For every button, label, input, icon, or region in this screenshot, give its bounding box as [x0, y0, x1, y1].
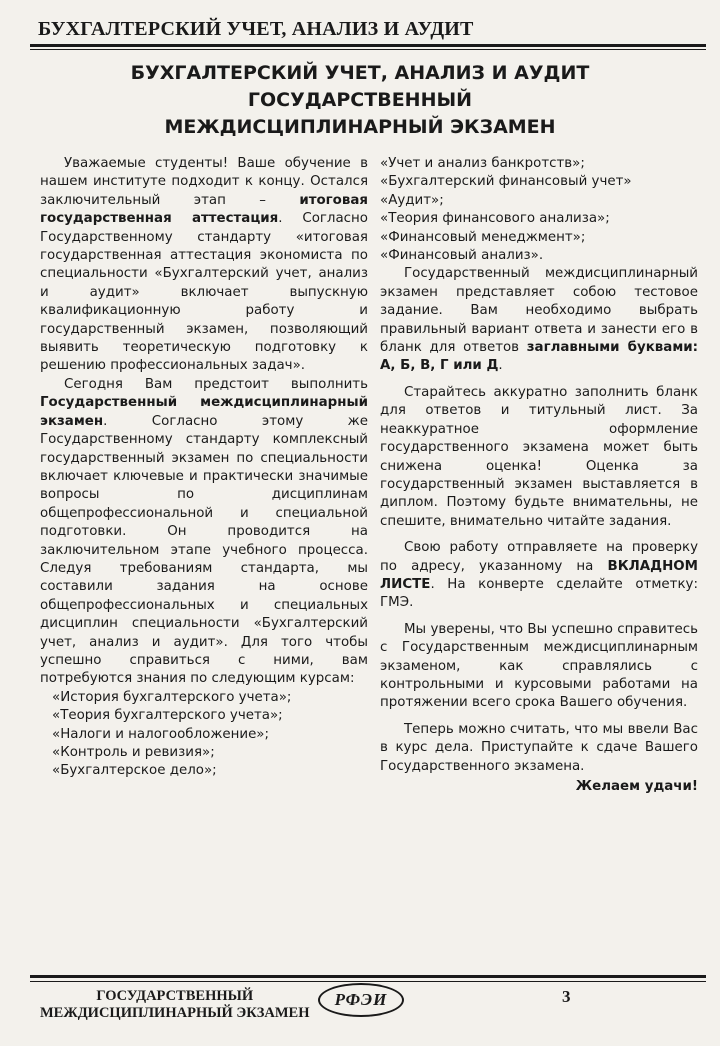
course-list-left — [40, 689, 368, 781]
text-span: . — [498, 358, 503, 374]
running-header: БУХГАЛТЕРСКИЙ УЧЕТ, АНАЛИЗ И АУДИТ — [38, 18, 474, 40]
title-line-3: МЕЖДИСЦИПЛИНАРНЫЙ ЭКЗАМЕН — [164, 116, 556, 138]
list-item: «Теория финансового анализа»; — [380, 211, 610, 227]
text-span: Свою работу отправляете на проверку по адресу, указанному на — [380, 540, 698, 574]
list-item: «Налоги и налогообложение»; — [52, 726, 270, 742]
list-item: «Учет и анализ банкротств»; — [380, 156, 585, 171]
text-span: Уважаемые студенты! Ваше обучение в нашем институте подходит к концу. Остался заключительный этап – — [40, 156, 368, 208]
footer-rule-thin — [30, 981, 706, 982]
text-span: Государственный междисциплинарный экзамен представляет собою тестовое задание. Вам необходимо выбрать правильный вариант ответа и занести его в бланк для ответов — [380, 266, 698, 356]
list-item: «Бухгалтерский финансовый учет» — [380, 174, 632, 190]
left-column — [40, 155, 368, 781]
footer-rule-thick — [30, 975, 706, 978]
paragraph-accuracy: Старайтесь аккуратно заполнить бланк для ответов и титульный лист. За неаккуратное оформление государственного экзамена может быть снижена оценка! Оценка за государственный экзамен выставляется в диплом. Поэтому будьте внимательны, не спешите, внимательно читайте задания. — [380, 384, 698, 529]
bold-span: ВКЛАДНОМ ЛИСТЕ — [380, 558, 698, 592]
bold-span: итоговая государственная аттестация — [40, 192, 368, 227]
footer-line-2: МЕЖДИСЦИПЛИНАРНЫЙ ЭКЗАМЕН — [40, 1005, 310, 1021]
list-item: «Финансовый анализ». — [380, 248, 544, 264]
title-line-2: ГОСУДАРСТВЕННЫЙ — [247, 89, 473, 111]
header-rule-thin — [30, 49, 706, 50]
footer-line-1: ГОСУДАРСТВЕННЫЙ — [96, 988, 254, 1004]
title-line-1: БУХГАЛТЕРСКИЙ УЧЕТ, АНАЛИЗ И АУДИТ — [130, 62, 590, 84]
paragraph-confidence: Мы уверены, что Вы успешно справитесь с Государственным междисциплинарным экзаменом, как справлялись с контрольными и курсовыми работами на протяжении всего срока Вашего обучения. — [380, 621, 698, 711]
list-item: «История бухгалтерского учета»; — [52, 689, 292, 705]
list-item: «Бухгалтерское дело»; — [52, 763, 217, 779]
paragraph-submission — [380, 539, 698, 613]
list-item: «Теория бухгалтерского учета»; — [52, 708, 283, 724]
text-span: . Согласно этому же Государственному стандарту комплексный государственный экзамен по специальности включает ключевые и практически значимые вопросы по дисциплинам общепрофессиональной и специальной подготовки. Он проводится на заключительном этапе учебного процесса. Следуя требованиям стандарта, мы составили задания на основе общепрофессиональных и специальных дисциплин специальности «Бухгалтерский учет, анализ и аудит». Для того чтобы успешно справиться с ними, вам потребуются знания по следующим курсам: — [40, 413, 368, 687]
page-title — [60, 60, 660, 141]
paragraph-exam — [40, 376, 368, 689]
paragraph-test-format — [380, 265, 698, 375]
list-item: «Аудит»; — [380, 192, 444, 208]
right-column — [380, 155, 698, 796]
text-span: Сегодня Вам предстоит выполнить — [64, 376, 368, 392]
paragraph-start: Теперь можно считать, что мы ввели Вас в курс дела. Приступайте к сдаче Вашего Государственного экзамена. — [380, 721, 698, 774]
paragraph-intro — [40, 155, 368, 376]
text-span: . На конверте сделайте отметку: ГМЭ. — [380, 576, 698, 611]
page-number: 3 — [562, 987, 571, 1006]
text-span: . Согласно Государственному стандарту «итоговая государственная аттестация экономиста по специальности «Бухгалтерский учет, анализ и аудит» включает выпускную квалификационную работу и государственный экзамен, позволяющий выявить теоретическую подготовку к решению профессиональных задач». — [40, 211, 368, 374]
closing-wish: Желаем удачи! — [575, 779, 698, 794]
institute-logo: РФЭИ — [318, 983, 404, 1017]
header-rule-thick — [30, 44, 706, 47]
footer-title — [40, 988, 309, 1022]
course-list-right — [380, 155, 698, 265]
list-item: «Финансовый менеджмент»; — [380, 229, 586, 245]
list-item: «Контроль и ревизия»; — [52, 745, 215, 760]
bold-span: заглавными буквами: А, Б, В, Г или Д — [380, 340, 699, 374]
bold-span: Государственный междисциплинарный экзамен — [40, 395, 368, 429]
